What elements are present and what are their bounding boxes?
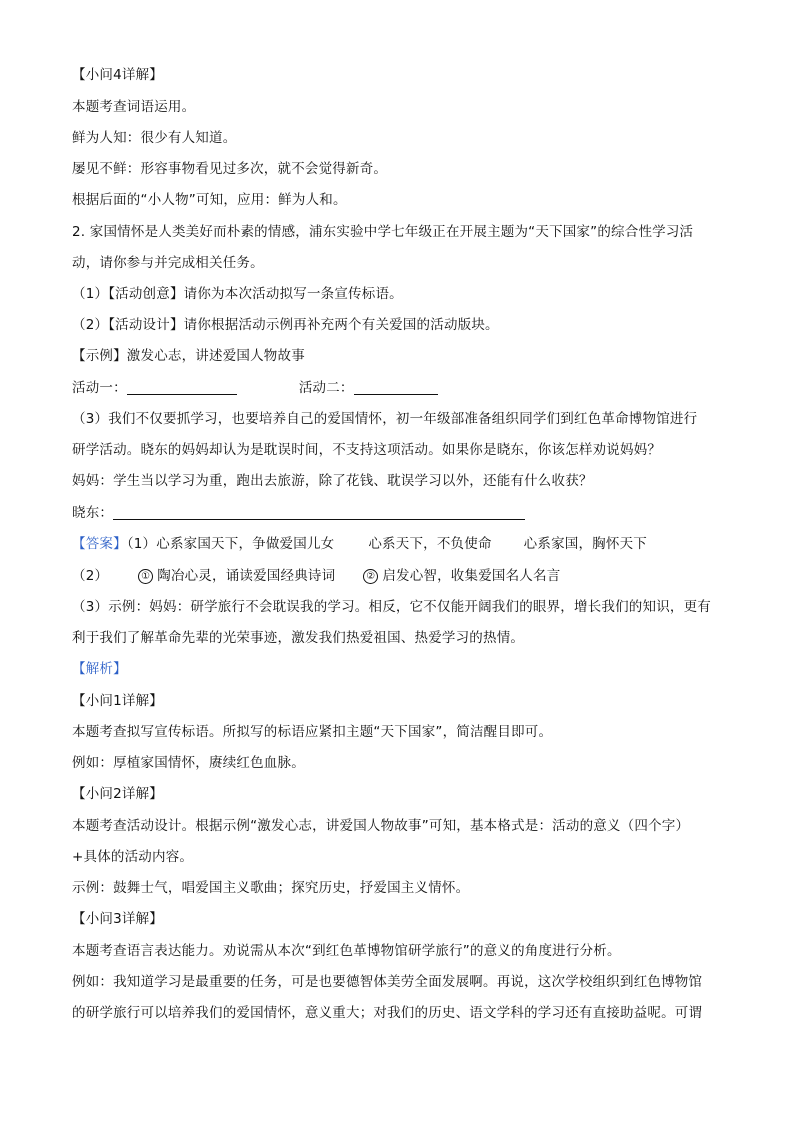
xiaodong-label: 晓东： <box>72 505 114 521</box>
activity-blanks-row <box>72 379 438 397</box>
answer-3-line-2: 利于我们了解革命先辈的光荣事迹，激发我们热爱祖国、热爱学习的热情。 <box>72 630 525 646</box>
analysis-1-line-1: 本题考查拟写宣传标语。所拟写的标语应紧扣主题“天下国家”，简洁醒目即可。 <box>72 724 553 740</box>
answer-1-third: 心系家国，胸怀天下 <box>523 536 647 552</box>
analysis-3-header: 【小问3详解】 <box>72 911 163 927</box>
mom-line: 妈妈：学生当以学习为重，跑出去旅游，除了花钱、耽误学习以外，还能有什么收获？ <box>72 473 593 489</box>
analysis-3-line-1: 本题考查语言表达能力。劝说需从本次“到红色革博物馆研学旅行”的意义的角度进行分析。 <box>72 943 621 959</box>
answer-2-prefix: （2） <box>72 568 109 584</box>
analysis-2-header: 【小问2详解】 <box>72 786 163 802</box>
question2-part-3-line-1: （3）我们不仅要抓学习，也要培养自己的爱国情怀，初一年级部准备组织同学们到红色革命博物馆进行 <box>72 411 698 427</box>
question2-part-2: （2）【活动设计】请你根据活动示例再补充两个有关爱国的活动版块。 <box>72 317 499 333</box>
analysis-2-line-2: +具体的活动内容。 <box>72 849 194 865</box>
analysis-label: 【解析】 <box>72 661 127 677</box>
question2-intro-line-2: 动，请你参与并完成相关任务。 <box>72 255 264 271</box>
q4-header: 【小问4详解】 <box>72 67 163 83</box>
activity2-blank <box>354 380 438 395</box>
question2-part-1: （1）【活动创意】请你为本次活动拟写一条宣传标语。 <box>72 286 403 302</box>
analysis-1-header: 【小问1详解】 <box>72 693 163 709</box>
activity2-label: 活动二： <box>298 380 354 396</box>
answer-2-number-2: ② <box>363 569 378 584</box>
answer-1-first: （1）心系家国天下，争做爱国儿女 <box>126 536 335 552</box>
question2-example: 【示例】激发心志，讲述爱国人物故事 <box>72 348 305 364</box>
answer-2-row <box>72 567 560 585</box>
activity1-blank <box>127 380 237 395</box>
q4-line-2: 鲜为人知：很少有人知道。 <box>72 130 237 146</box>
answer-1-second: 心系天下，不负使命 <box>368 536 492 552</box>
answer-1-row <box>72 535 647 553</box>
question2-intro-line-1: 2. 家国情怀是人类美好而朴素的情感，浦东实验中学七年级正在开展主题为“天下国家”的综合性学习活 <box>72 224 694 240</box>
answer-2-item-1: 陶冶心灵，诵读爱国经典诗词 <box>157 568 336 584</box>
q4-line-1: 本题考查词语运用。 <box>72 99 196 115</box>
answer-2-item-2: 启发心智，收集爱国名人名言 <box>382 568 561 584</box>
answer-label: 【答案】 <box>72 536 127 552</box>
xiaodong-row <box>72 504 525 522</box>
answer-2-number-1: ① <box>138 569 153 584</box>
analysis-3-line-3: 的研学旅行可以培养我们的爱国情怀，意义重大；对我们的历史、语文学科的学习还有直接助益呢。可谓 <box>72 1005 703 1021</box>
q4-line-3: 屡见不鲜：形容事物看见过多次，就不会觉得新奇。 <box>72 161 388 177</box>
analysis-1-line-2: 例如：厚植家国情怀，赓续红色血脉。 <box>72 755 305 771</box>
analysis-2-line-1: 本题考查活动设计。根据示例“激发心志，讲爱国人物故事”可知，基本格式是：活动的意义（四个字） <box>72 818 690 834</box>
q4-line-4: 根据后面的“小人物”可知，应用：鲜为人和。 <box>72 192 347 208</box>
analysis-2-line-3: 示例：鼓舞士气，唱爱国主义歌曲；探究历史，抒爱国主义情怀。 <box>72 880 470 896</box>
analysis-3-line-2: 例如：我知道学习是最重要的任务，可是也要德智体美劳全面发展啊。再说，这次学校组织到红色博物馆 <box>72 974 703 990</box>
xiaodong-blank <box>113 505 525 520</box>
activity1-label: 活动一： <box>72 380 127 396</box>
answer-3-line-1: （3）示例：妈妈：研学旅行不会耽误我的学习。相反，它不仅能开阔我们的眼界，增长我们的知识，更有 <box>72 599 711 615</box>
question2-part-3-line-2: 研学活动。晓东的妈妈却认为是耽误时间，不支持这项活动。如果你是晓东，你该怎样劝说妈妈？ <box>72 442 662 458</box>
